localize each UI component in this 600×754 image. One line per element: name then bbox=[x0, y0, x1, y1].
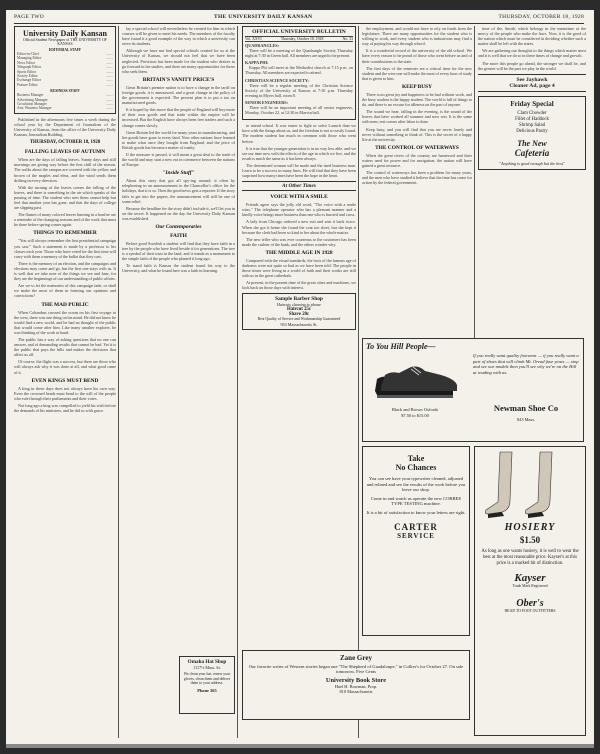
masthead-box bbox=[14, 26, 116, 114]
cafeteria-slogan: "Anything is good enough but the best" bbox=[499, 160, 565, 166]
article-body: When Columbus crossed the ocean on his first voyage to the west, there was one thing on his mind. He did not know he would find a new world, and he had no thought of the public that would come after him. Like many another explorer, he was thinking of the work at hand. The public has a way of asking questions that no one can answer, and of demanding results that cannot be had. Yet it is the public that pays the bills and makes the decisions that affect us all. Of course, the flight was a success, but there are those who will always ask why it was done at all, and what good came of it. bbox=[14, 309, 116, 375]
bulletin-item-heading: KAPPA PHI: bbox=[245, 60, 269, 66]
article-body: There is no great joy and happiness to be had without work, and the busy student is the happy student. The world is full of things to do, and there is no excuse for idleness on the part of anyone. The sound we hear, falling in the evening, is the sound of the leaves that have worked all summer and now rest. It is the same with men; rest comes after labor is done. Keep busy, and you will find that you are never lonely and never without something to think of. This is the secret of a happy life at the university. bbox=[362, 91, 472, 142]
barber-address: 933 Massachusetts St. bbox=[280, 322, 318, 328]
article-body: About this story that got all spy-ing around: it often by telephoning in an announcement to the Chancellor's office for the holidays, that it is so. Then the good news gets a reporter. If the story fails to get into the papers, the announcement will still be one of some relief. Because the headline for the story didn't include it, we'll let you in on the secret. It happened on the day the University Daily Kansan was established. bbox=[122, 178, 235, 221]
newman-body: If you really want quality footwear — if you really want a pair of shoes that will climb Mt. Oread four years — stop and see our models then you'll see why we're on the Hill at reading with us. bbox=[473, 353, 579, 375]
ad-newman-shoe bbox=[362, 338, 584, 442]
article-body: "You will always remember the first presidential campaign you saw." Such a statement is made by a professor to his classes each year. Those who have voted for the first time will carry with them a memory of the ballot that they cast. There is the memory of an election, and the campaigns and elections may come and go, but the first one stays with us. It is well that we take note of the things we see and hear, for they are the beginnings of our understanding of public affairs. Are we to let the memories of this campaign fade, or shall we make the most of them in forming our opinions and convictions? bbox=[14, 238, 116, 299]
carter-body2: Come in and watch us operate the new CORBEE TYPE TESTING machine. bbox=[370, 495, 462, 507]
barber-title: Sample Barber Shop bbox=[275, 296, 323, 303]
oxford-shoes-illustration bbox=[371, 357, 461, 405]
obers-logo: Ober's bbox=[516, 598, 544, 610]
carter-service: SERVICE bbox=[397, 531, 435, 540]
ad-new-cafeteria bbox=[478, 96, 586, 170]
staff-role: News Editor bbox=[17, 60, 36, 65]
bulletin-item-heading: QUADRANGLES: bbox=[245, 43, 279, 48]
article-body: A king in these days does not always have his own way. Even the crowned heads must bend to the will of the people who rule through their parliaments and their votes. Not long ago a king was compelled to yield his wish before the demands of his ministers, and he did so with grace. bbox=[14, 385, 116, 413]
article-body: time of the, Smith, which belongs in the meantime at the mercy of the people who make the laws. Now, it is the good of the nation which must be considered in deciding whether such a matter shall be left with the states. We are gathering our thoughts to the things which matter most and it is well that we do so in these times of change and growth. The more this people go ahead, the stronger we shall be, and the greater will be the part we play in the world. bbox=[478, 26, 586, 71]
headline-even-kings: EVEN KINGS MUST BEND bbox=[31, 377, 99, 384]
headline-voice-smile: VOICE WITH A SMILE bbox=[270, 194, 328, 201]
staff-role: Society Editor bbox=[17, 74, 38, 79]
business-heading: BUSINESS STAFF bbox=[50, 89, 80, 94]
hosiery-brand: HOSIERY bbox=[504, 522, 556, 533]
ad-omaha-hat-shop bbox=[179, 656, 235, 714]
staff-role: Editor-in-Chief bbox=[17, 52, 40, 56]
headline-mad-public: THE MAD PUBLIC bbox=[41, 301, 89, 308]
newman-name: Newman Shoe Co bbox=[493, 403, 559, 413]
ad-carter-service bbox=[362, 446, 470, 636]
bulletin-body: QUADRANGLES: There will be a meeting of the Quadrangle Society Thursday night at 7:30 in Green hall. All members are urged to be present. KAPPA PHI: Kappa Phi will meet at the Methodist church at 7:15 p.m. on Thursday. All members are expected to attend. CHRISTIAN SCIENCE SOCIETY: There will be a regular meeting of the Christian Science Society of the University of Kansas at 7:30 p.m. Thursday evening in Myers hall, room 8. SENIOR ENGINEERS: There will be an important meeting of all senior engineers, Monday, October 22, at 12:30 in Marvin hall. bbox=[245, 43, 353, 116]
article-body: Great Britain's premier nation is to have a change in the tariff on foreign goods, it is announced, and a great change in the policy of the government is expected. The present plan is to put a tax on manufactured goods. It is hoped by this move that the people of England will buy more of their own goods and that trade within the empire will be increased. But the English have always been free traders and such a change comes slowly. Great Britain led the world for many years in manufacturing, and her goods have gone to every land. Now other nations have learned to make what once they bought from England, and the price of British goods has become a matter of vanity. If the measure is passed, it will mean a great deal to the trade of the world and may start a new era in commerce between the nations of Europe. bbox=[122, 84, 235, 168]
header-date: THURSDAY, OCTOBER 18, 1928 bbox=[498, 14, 584, 20]
staff-role: Telegraph Editor bbox=[17, 65, 42, 70]
headline-britain: BRITAIN'S VANITY PRICE'S bbox=[142, 76, 215, 83]
bulletin-item-heading: CHRISTIAN SCIENCE SOCIETY: bbox=[245, 77, 309, 83]
staff-heading: EDITORIAL STAFF bbox=[48, 48, 82, 52]
barber-price-shave: Shave 20c bbox=[288, 312, 310, 318]
headline-falling-leaves: FALLING LEAVES OF AUTUMN bbox=[24, 149, 106, 156]
ad-sample-barber bbox=[242, 293, 356, 330]
carter-body3: It is a bit of satisfaction to know your letters are right. bbox=[366, 509, 466, 515]
bulletin-number: No. 33 bbox=[342, 37, 353, 41]
headline-waterways: THE CONTROL OF WATERWAYS bbox=[375, 144, 459, 151]
staff-role: Asst. Business Manager bbox=[17, 106, 52, 111]
column-5 bbox=[478, 26, 586, 346]
at-other-times-title: At Other Times bbox=[282, 183, 316, 190]
carter-body: You can see have your typewriter cleaned, adjusted and relined and see the results of the work before you leave our shop. bbox=[366, 476, 466, 493]
hosiery-price: $1.50 bbox=[519, 535, 541, 545]
omaha-title: Omaha Hat Shop bbox=[187, 659, 227, 665]
business-list: Business Manager ........ Advertising Manager ........ Circulation Manager ........ Asst. Business Manager ........ bbox=[17, 93, 113, 111]
at-other-times-box bbox=[242, 181, 356, 191]
zane-address: 810 Massachusetts bbox=[339, 688, 373, 694]
friday-item: Clam Chowder bbox=[517, 110, 547, 116]
hosiery-body: As long as one wants hosiery, it is well to wear the best at the most reasonable price. Kayser's at this price is a marked bit of distinction. bbox=[481, 549, 579, 566]
zane-manager: Hael H. Bowman, Prop. bbox=[334, 683, 378, 689]
jayhawk-line2: Cleaner Ad, page 4 bbox=[509, 82, 555, 89]
friday-item: Delicious Pastry bbox=[516, 128, 548, 134]
column-1 bbox=[14, 26, 116, 738]
headline-contemporaries: Our Contemporaries bbox=[155, 224, 202, 230]
newman-headline: To You Hill People— bbox=[366, 342, 436, 351]
bulletin-meta bbox=[245, 36, 353, 42]
article-body: Friends agree says the jolly old word, "The voice with a smile wins." The telephone operator who has a pleasant manner and a kindly voice brings more business than one who is hurried and cross. A lady from Chicago ordered a new suit and sent it back twice. When she got it home she found the coat too short, but she kept it because the clerk had been so kind to her about the whole matter. The new teller who was ever courteous to the customers has been made the cashier of the bank, and the others wonder why. bbox=[242, 202, 356, 247]
article-body: Compared with the visual standards, the facts of the famous age of darkness were not quite so bad as we have been told. The people in those times were living in a world of faith and their works are still with us in the great cathedrals. At present, in the present time of the great cities and machines, we look back on those days with interest. bbox=[242, 257, 356, 291]
article-body: When are the days of falling leaves. Sunny days and still mornings are giving way before the first chill of the season. The walks about the campus are covered with the yellow and brown of the maples and elms, and the wind sends them drifting in every direction. With the turning of the leaves comes the falling of the leaves, and there is something in the air which speaks of the passing of time. The student who sees them cannot help but feel that another year has gone, and that the days of college are slipping past. The flames of many colored leaves burning in a bonfire are a reminder of the changing seasons and of the work that must be done before spring comes again. bbox=[14, 157, 116, 228]
page-number: PAGE TWO bbox=[14, 14, 45, 20]
article-body: lay a special school will nevertheless be created for him in which courses will be given to meet his needs. The members of the faculty have found it a good example of the way in which a university can serve its students. Although we have not had special schools created for us at the University of Kansas, we should not feel that we have been neglected. Provision has been made for the student who desires to go forward in his studies, and there are many opportunities for those who seek them. bbox=[122, 26, 235, 74]
staff-role: Managing Editor bbox=[17, 56, 42, 61]
ad-jayhawk bbox=[478, 74, 586, 92]
staff-role: Circulation Manager bbox=[17, 102, 47, 107]
carter-headline: No Chances bbox=[395, 463, 437, 472]
omaha-phone: Phone 265 bbox=[197, 687, 217, 693]
staff-role: Feature Editor bbox=[17, 82, 38, 87]
staff-role: Exchange Editor bbox=[17, 78, 42, 83]
friday-item: Fillet of Haddock bbox=[515, 116, 549, 122]
carter-top: Take bbox=[407, 454, 425, 463]
zane-store: University Book Store bbox=[325, 676, 387, 684]
newman-shoe-label: Black and Brown Oxfords bbox=[391, 407, 439, 412]
article-body: to attend school. It was easier to fight or solve Launch than we have with the things about us, and the freedom is not so easily found. The modern student has much in common with those who went before. It is true that the younger generation is in no way less able, and we see our time now with the effects of the age in which we live, and the result is much the same as it has been always. The determined woman will be made and the tired business man. Learn to be a success in many lines. He will find that they have been surprised how many times have been the hope in the heart. bbox=[242, 123, 356, 179]
friday-title: Friday Special bbox=[510, 99, 554, 108]
barber-price-haircut: Haircut 25c bbox=[286, 307, 312, 313]
headline-things-to-remember: THINGS TO REMEMBER bbox=[33, 230, 97, 237]
omaha-body: We clean your hat, renew your gloves, clean them and deliver them to your address. bbox=[183, 672, 231, 686]
staff-role: Sports Editor bbox=[17, 69, 37, 74]
column-rule bbox=[237, 26, 238, 738]
column-2 bbox=[122, 26, 235, 738]
headline-keep-busy: KEEP BUSY bbox=[401, 83, 433, 90]
article-body: Before good Swedish a student will find that they have faith in a tree by the people who have lived beside it for generations. The tree is a symbol of their trust in the land, and it stands as a monument to the simple faith of the people who planted it long ago. To stand faith is Kansas the student found his way to the University, and what he found here was a faith in learning. bbox=[122, 241, 235, 274]
cafeteria-name-line2: Cafeteria bbox=[514, 147, 550, 158]
zane-title: Zane Grey bbox=[340, 654, 372, 662]
jayhawk-line1: See Jayhawk bbox=[516, 76, 548, 83]
kayser-logo: Kayser bbox=[514, 572, 546, 585]
zane-body: Our favorite writer of Western stories began one "The Shepherd of Guadaloupe," in Collier's for October 27. On sale tomorrow. Five Cents bbox=[248, 664, 464, 675]
headline-middle-age: THE MIDDLE AGE IN 1928 bbox=[265, 249, 333, 256]
obers-tagline: HEAD TO FOOT OUTFITTERS bbox=[504, 609, 556, 614]
friday-item: Shrimp Salad bbox=[519, 122, 545, 128]
article-body: the employment, and would not have to rely on funds from the legislature. There are many opportunities for the student who is willing to work, and every student who is industrious may find a way of paying his way through school. It is a wonderful record of the university of the old school. We have every reason to be proud of those who went before us and of their contributions to the state. The first days of the semester are a critical time for the new student and the wise one will make the most of every hour of study that is given to him. bbox=[362, 26, 472, 81]
column-rule bbox=[358, 26, 359, 738]
staff-role: Advertising Manager bbox=[17, 97, 48, 102]
stocking-legs-illustration bbox=[480, 450, 580, 522]
paper-name: THE UNIVERSITY DAILY KANSAN bbox=[214, 14, 313, 20]
masthead-notice: Published in the afternoons five times a week during the school year by the Department of Journalism of the University of Kansas, from the office of the University Daily Kansan, Journalism Building. bbox=[14, 116, 116, 138]
column-3 bbox=[242, 26, 356, 738]
headline-inside-stuff: "Inside Stuff" bbox=[162, 170, 195, 177]
ad-zane-grey bbox=[242, 650, 470, 720]
ad-kayser-hosiery bbox=[474, 446, 586, 736]
omaha-address: 1117½ Mass. St. bbox=[193, 665, 221, 670]
column-rule bbox=[474, 26, 475, 352]
newman-price: $7.50 to $15.00 bbox=[401, 413, 429, 418]
newman-address: 843 Mass. bbox=[516, 417, 536, 422]
masthead-subtitle: Official Student Newspaper of THE UNIVERSITY OF KANSAS bbox=[22, 38, 108, 46]
headline-faith: FAITH bbox=[170, 233, 187, 239]
staff-list: Editor-in-Chief ........ Managing Editor ........ News Editor ........ Telegraph Editor ........ Sports Editor ........ Society Editor ........ Exchange Editor ........ Feature Editor ........ bbox=[17, 52, 113, 87]
staff-role: Business Manager bbox=[17, 93, 44, 98]
barber-note: Best Quality of Service and Workmanship Guaranteed bbox=[257, 317, 341, 322]
carter-name: CARTER bbox=[394, 521, 438, 532]
bulletin-volume: Vol. XXVI bbox=[245, 37, 262, 41]
bulletin-box bbox=[242, 26, 356, 120]
cafeteria-name-line1: The New bbox=[517, 138, 547, 148]
bulletin-item-heading: SENIOR ENGINEERS: bbox=[245, 99, 288, 105]
bulletin-date: Thursday, October 18, 1928 bbox=[280, 37, 324, 41]
bulletin-title: OFFICIAL UNIVERSITY BULLETIN bbox=[252, 29, 346, 35]
column-rule bbox=[118, 26, 119, 738]
kayser-trademark: Trade Mark Registered bbox=[512, 584, 548, 589]
barber-subtitle: Haircuts cleaning to please bbox=[277, 302, 321, 308]
newspaper-page bbox=[6, 10, 594, 748]
header-rule bbox=[14, 23, 584, 24]
editorial-date: THURSDAY, OCTOBER 18, 1928 bbox=[29, 140, 101, 146]
article-body: When the great rivers of the country are harnessed and their waters used for power and for navigation, the nation will have gained a great resource. The control of waterways has been a problem for many years, and the men who have studied it believe that the time has come for action by the federal government. bbox=[362, 152, 472, 186]
masthead-title: University Daily Kansan bbox=[22, 29, 107, 38]
